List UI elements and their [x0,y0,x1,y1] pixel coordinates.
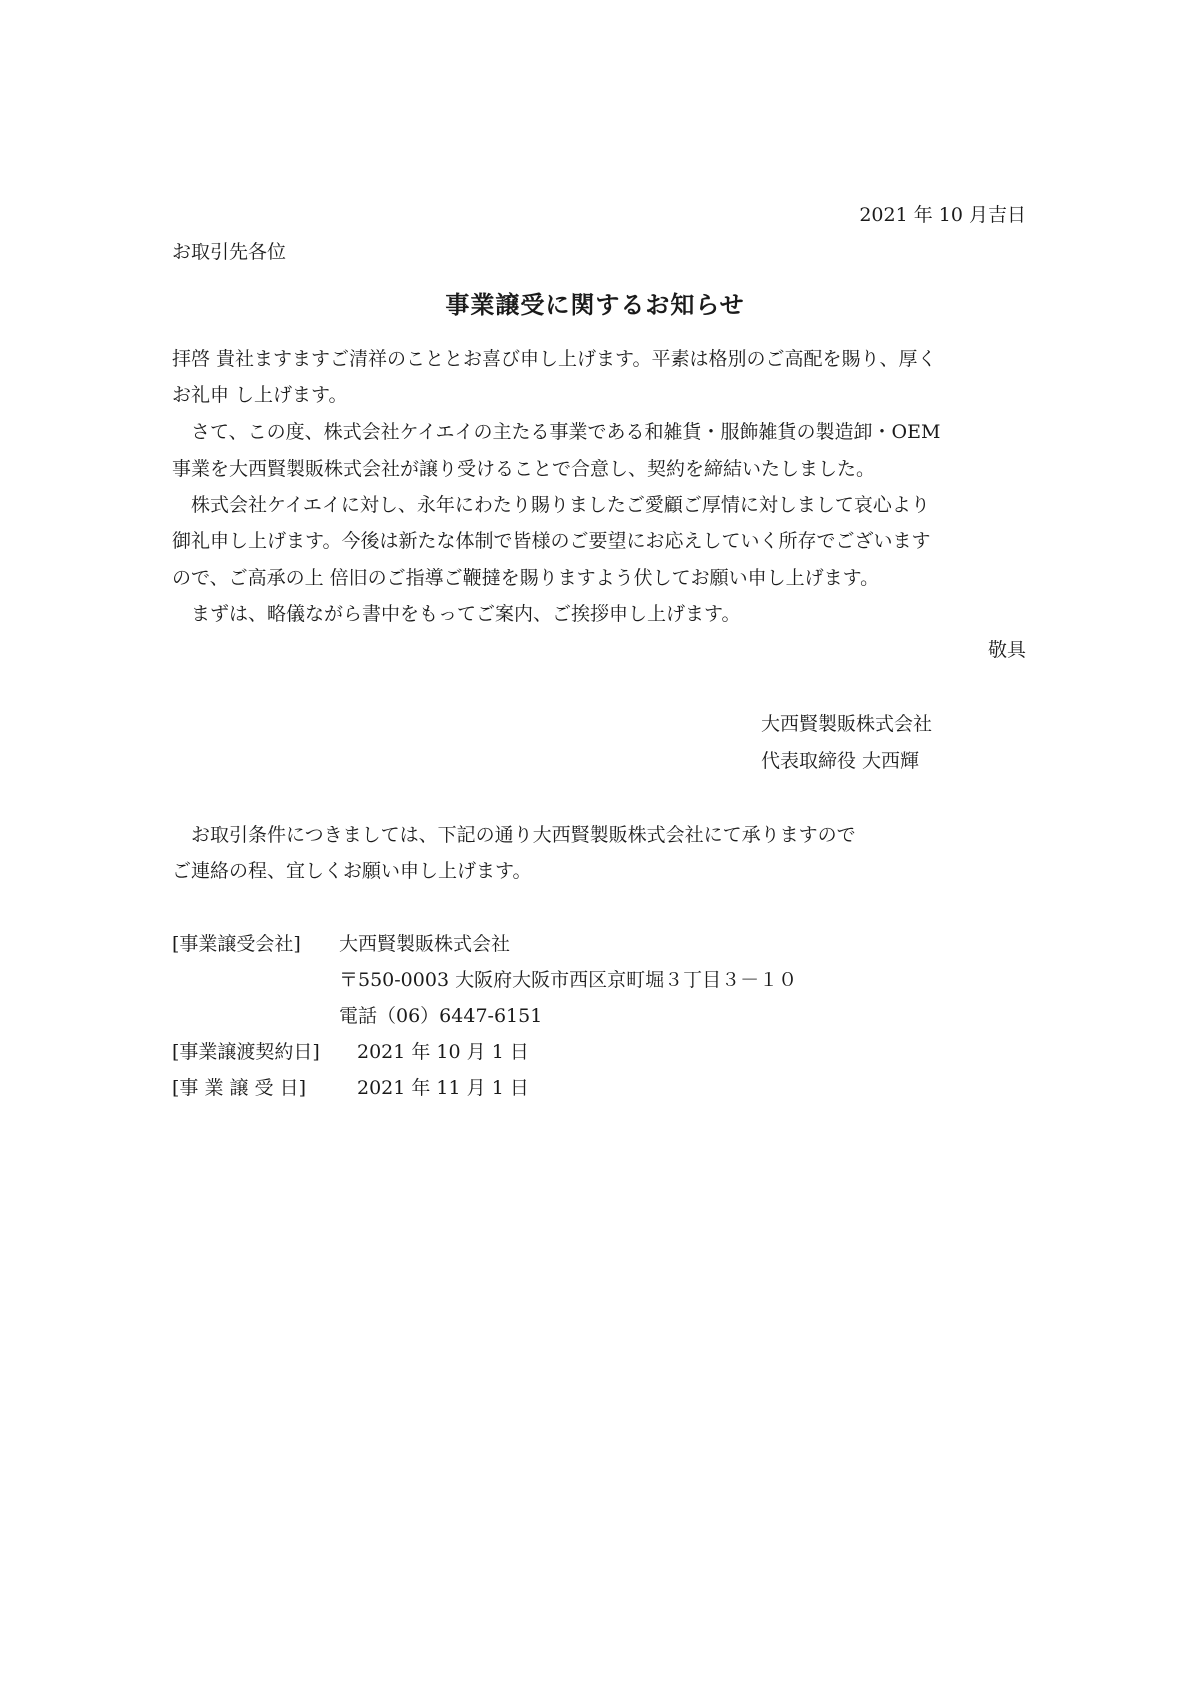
body-paragraph-line: 御礼申し上げます。今後は新たな体制で皆様のご要望にお応えしていく所存でございます [172,530,931,552]
transferee-name: 大西賢製販株式会社 [339,933,511,955]
contract-date-label: [事業譲渡契約日] [172,1041,320,1063]
transferee-label: [事業譲受会社] [172,933,301,955]
contract-date-value: 2021 年 10 月 1 日 [357,1041,529,1063]
note-line: お取引条件につきましては、下記の通り大西賢製販株式会社にて承りますので [191,824,856,846]
body-paragraph-line: さて、この度、株式会社ケイエイの主たる事業である和雑貨・服飾雑貨の製造卸・OEM [191,421,941,443]
document-title: 事業譲受に関するお知らせ [445,290,745,319]
transfer-date-label: [事 業 譲 受 日] [172,1077,306,1099]
body-paragraph-line: ので、ご高承の上 倍旧のご指導ご鞭撻を賜りますよう伏してお願い申し上げます。 [172,567,880,589]
signature-representative: 代表取締役 大西輝 [761,750,920,772]
document-date: 2021 年 10 月吉日 [859,204,1026,226]
recipient-line: お取引先各位 [172,241,287,263]
transfer-date-value: 2021 年 11 月 1 日 [357,1077,529,1099]
signature-company: 大西賢製販株式会社 [761,713,933,735]
body-paragraph-line: まずは、略儀ながら書中をもってご案内、ご挨拶申し上げます。 [191,603,741,625]
closing-keigu: 敬具 [987,639,1026,661]
transferee-address: 〒550-0003 大阪府大阪市西区京町堀３丁目３－１０ [339,969,798,991]
body-paragraph-line: 拝啓 貴社ますますご清祥のこととお喜び申し上げます。平素は格別のご高配を賜り、厚く [172,348,937,370]
transferee-phone: 電話（06）6447-6151 [339,1005,543,1027]
note-line: ご連絡の程、宜しくお願い申し上げます。 [172,860,532,882]
body-paragraph-line: 事業を大西賢製販株式会社が譲り受けることで合意し、契約を締結いたしました。 [172,458,876,480]
body-paragraph-line: 株式会社ケイエイに対し、永年にわたり賜りましたご愛顧ご厚情に対しまして哀心より [191,494,930,516]
body-paragraph-line: お礼申 し上げます。 [172,384,348,406]
